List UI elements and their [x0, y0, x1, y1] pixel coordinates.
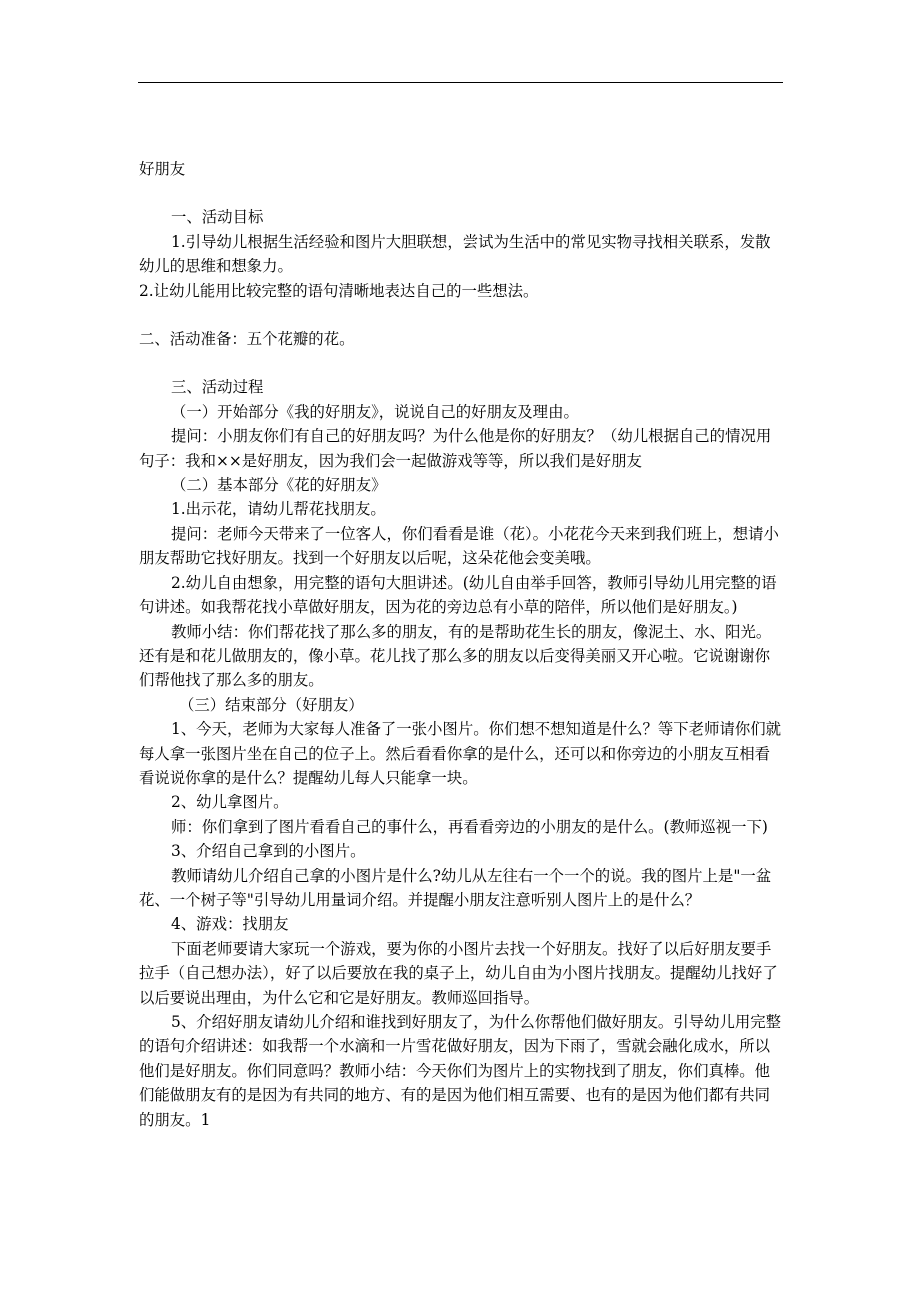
section-heading-process: 三、活动过程	[171, 378, 264, 397]
part3-item4-detail: 下面老师要请大家玩一个游戏，要为你的小图片去找一个好朋友。找好了以后好朋友要手拉手（自己想办法），好了以后要放在我的桌子上，幼儿自由为小图片找朋友。提醒幼儿找好了以后要说出理由，为什么它和它是好朋友。教师巡回指导。	[139, 939, 778, 1007]
part2-question: 提问：老师今天带来了一位客人，你们看看是谁（花）。小花花今天来到我们班上，想请小朋友帮助它找好朋友。找到一个好朋友以后呢，这朵花他会变美哦。	[139, 524, 779, 568]
part3-heading: （三）结束部分（好朋友）	[179, 695, 364, 714]
part3-item5: 5、介绍好朋友请幼儿介绍和谁找到好朋友了，为什么你帮他们做好朋友。引导幼儿用完整的语句介绍讲述：如我帮一个水滴和一片雪花做好朋友，因为下雨了，雪就会融化成水，所以他们是好朋友。你们同意吗？教师小结：今天你们为图片上的实物找到了朋友，你们真棒。他们能做朋友有的是因为有共同的地方、有的是因为他们相互需要、也有的是因为他们都有共同的朋友。1	[139, 1013, 782, 1129]
part2-step2: 2.幼儿自由想象，用完整的语句大胆讲述。(幼儿自由举手回答，教师引导幼儿用完整的语句讲述。如我帮花找小草做好朋友，因为花的旁边总有小草的陪伴，所以他们是好朋友。)	[139, 573, 777, 617]
goal-2: 2.让幼儿能用比较完整的语句清晰地表达自己的一些想法。	[139, 281, 539, 300]
part2-step1: 1.出示花，请幼儿帮花找朋友。	[171, 500, 386, 519]
document-body	[139, 157, 784, 1132]
header-rule	[138, 82, 783, 83]
part3-item1: 1、今天，老师为大家每人准备了一张小图片。你们想不想知道是什么？等下老师请你们就每人拿一张图片坐在自己的位子上。然后看看你拿的是什么，还可以和你旁边的小朋友互相看看说说你拿的是什么？提醒幼儿每人只能拿一块。	[139, 720, 782, 787]
section-heading-goals: 一、活动目标	[171, 208, 264, 227]
part3-item4: 4、游戏：找朋友	[171, 915, 289, 934]
part1-question: 提问：小朋友你们有自己的好朋友吗？为什么他是你的好朋友？（幼儿根据自己的情况用句子：我和××是好朋友，因为我们会一起做游戏等等，所以我们是好朋友	[139, 427, 772, 470]
part2-heading: （二）基本部分《花的好朋友》	[171, 476, 387, 495]
part2-summary: 教师小结：你们帮花找了那么多的朋友，有的是帮助花生长的朋友，像泥土、水、阳光。还有是和花儿做朋友的，像小草。花儿找了那么多的朋友以后变得美丽又开心啦。它说谢谢你们帮他找了那么多的朋友。	[139, 622, 772, 690]
part3-item3-detail: 教师请幼儿介绍自己拿的小图片是什么?幼儿从左往右一个一个的说。我的图片上是"一盆花、一个树子等"引导幼儿用量词介绍。并提醒小朋友注意听别人图片上的是什么？	[139, 866, 772, 909]
part3-item2-teacher: 师：你们拿到了图片看看自己的事什么，再看看旁边的小朋友的是什么。(教师巡视一下)	[171, 817, 768, 836]
part3-item3: 3、介绍自己拿到的小图片。	[171, 842, 366, 861]
document-title: 好朋友	[139, 160, 186, 178]
section-heading-preparation: 二、活动准备：五个花瓣的花。	[139, 330, 355, 349]
goal-1: 1.引导幼儿根据生活经验和图片大胆联想，尝试为生活中的常见实物寻找相关联系，发散幼儿的思维和想象力。	[139, 232, 771, 276]
part3-item2: 2、幼儿拿图片。	[171, 793, 289, 812]
part1-heading: （一）开始部分《我的好朋友》，说说自己的好朋友及理由。	[171, 402, 579, 421]
